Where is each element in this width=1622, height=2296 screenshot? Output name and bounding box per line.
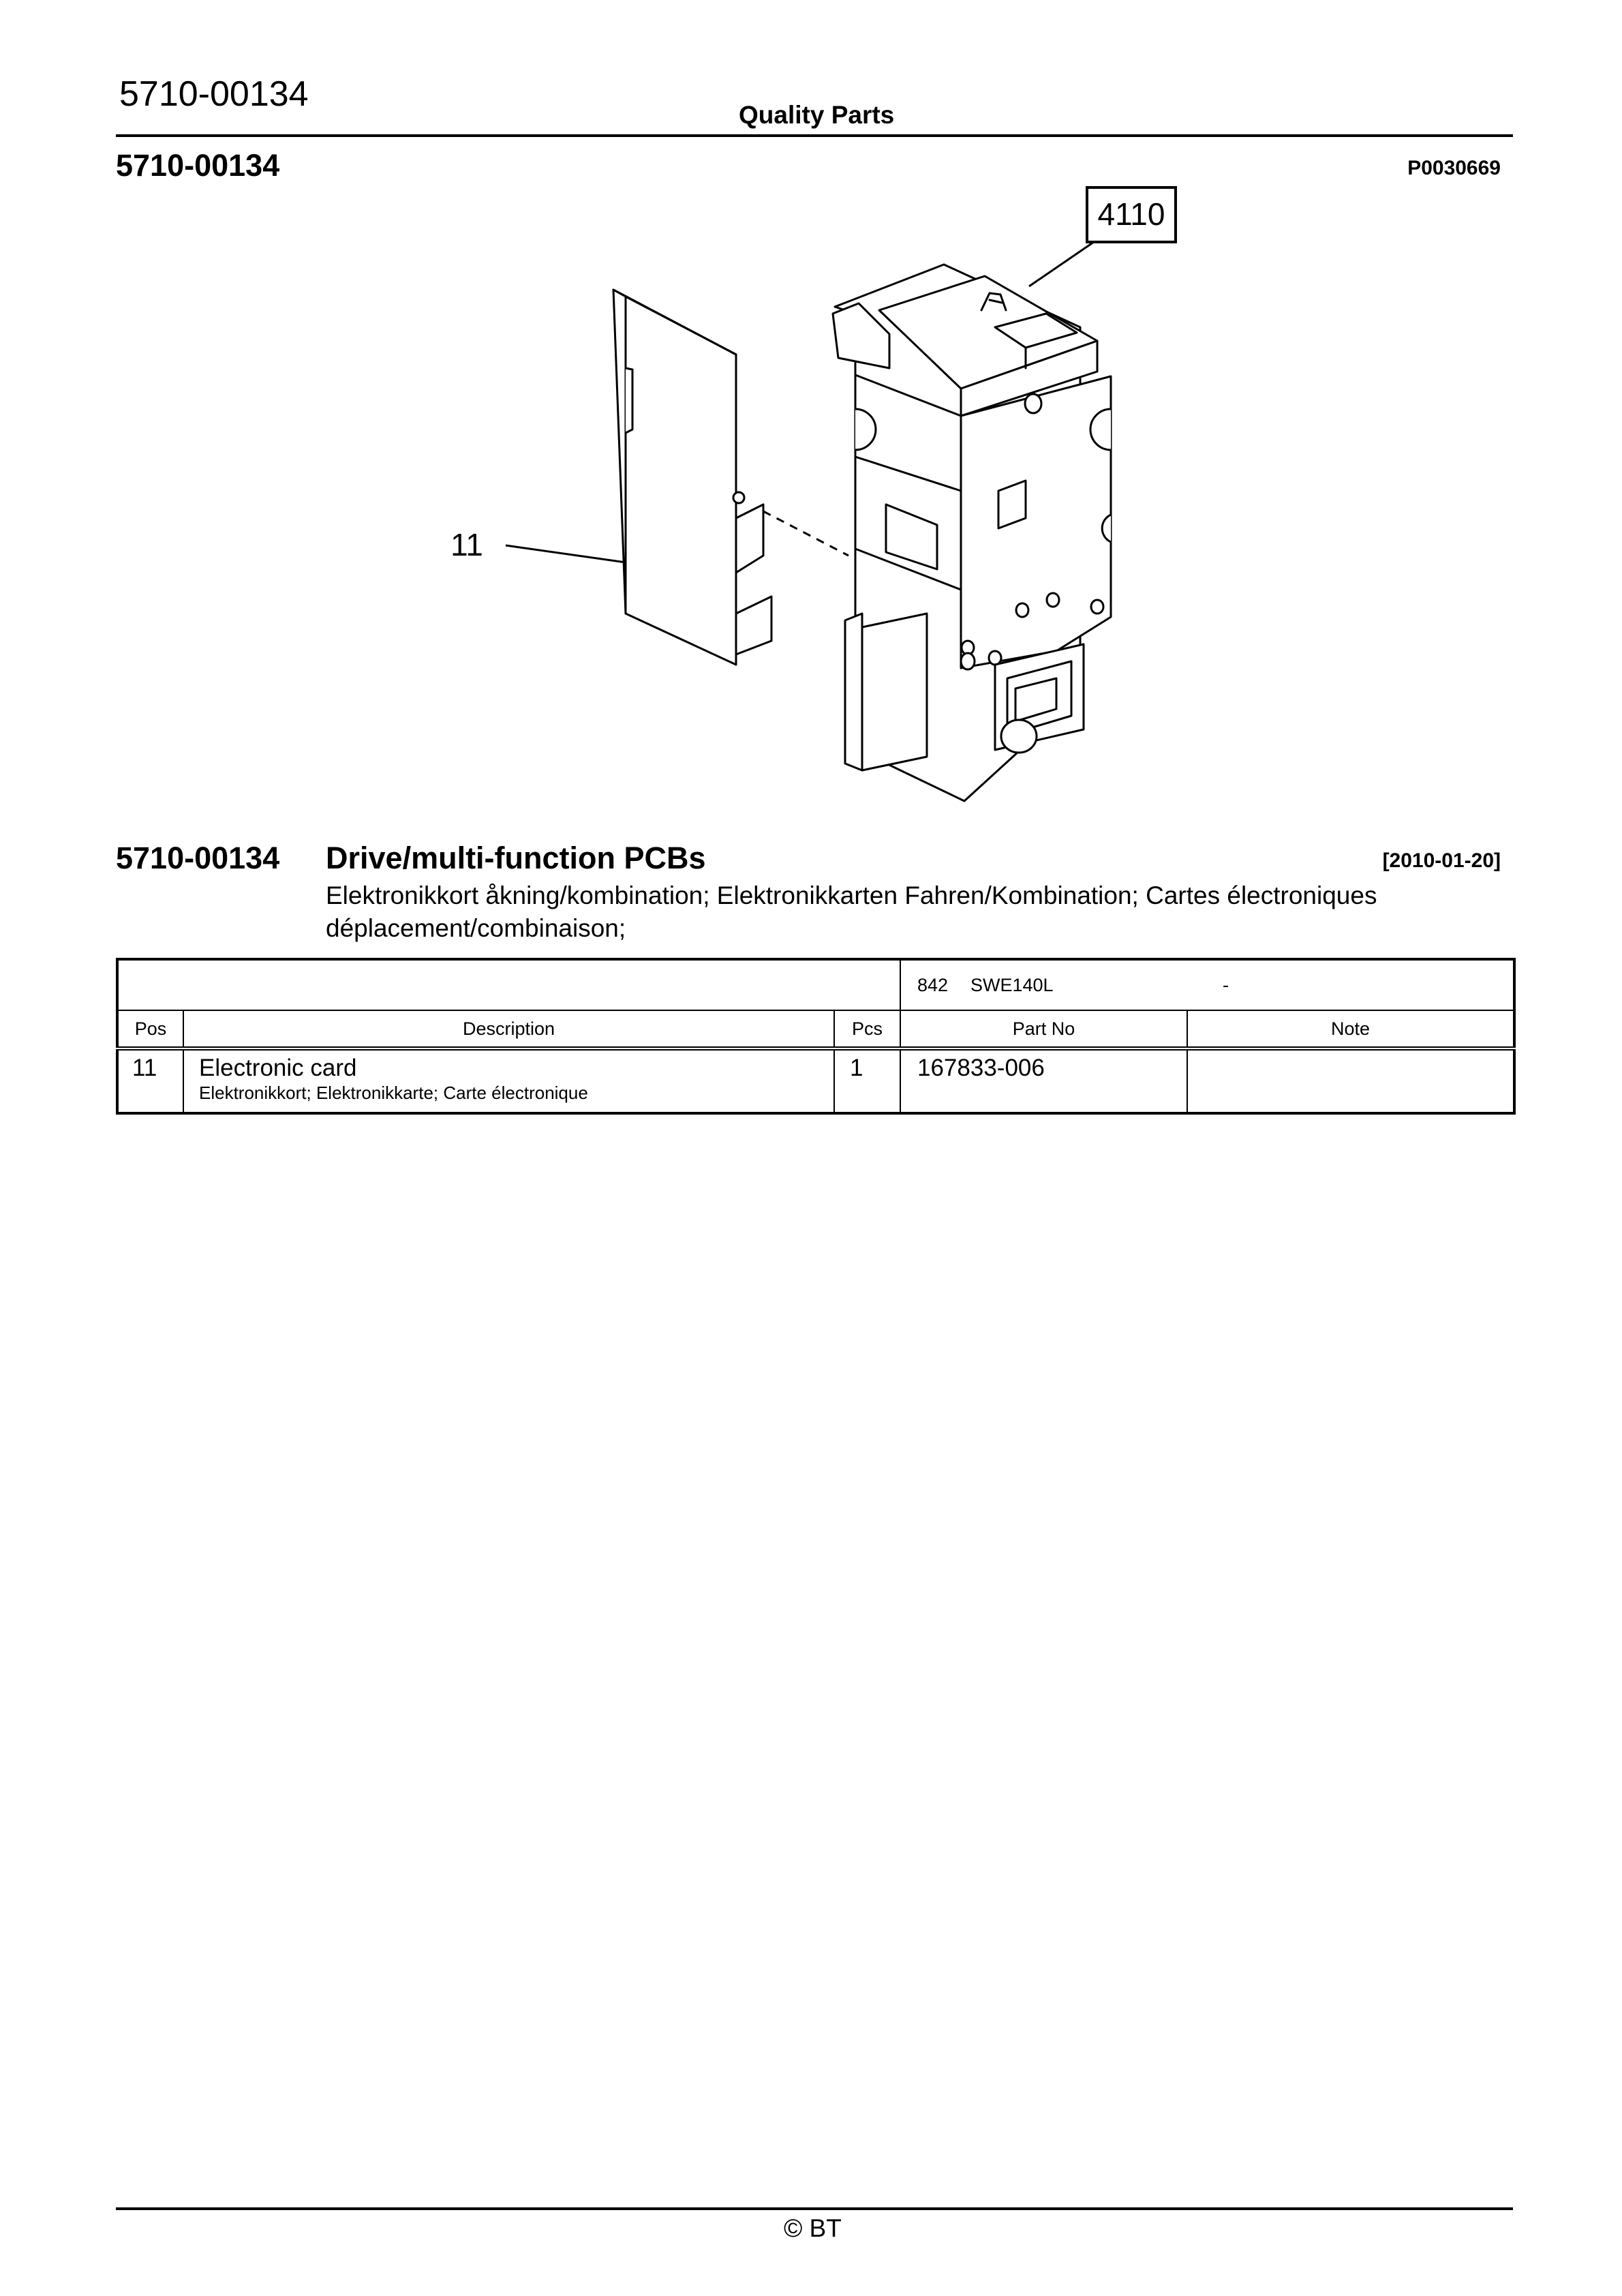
document-number: 5710-00134 [119, 74, 309, 114]
group-translations: Elektronikkort åkning/kombination; Elektronikkarten Fahren/Kombination; Cartes électroniques déplacement/combinaison; [326, 881, 1377, 942]
group-title: Drive/multi-function PCBs [326, 841, 706, 875]
electronic-card-part [613, 290, 771, 665]
callout-box-label: 4110 [1097, 196, 1165, 232]
column-header-note: Note [1187, 1010, 1514, 1048]
exploded-parts-drawing [409, 170, 1227, 825]
row-note [1187, 1048, 1514, 1113]
group-code: 5710-00134 [116, 841, 280, 875]
footer-divider [116, 2207, 1513, 2210]
parts-table [116, 958, 1516, 1115]
figure-reference: P0030669 [1407, 157, 1501, 179]
page-header-title: Quality Parts [739, 101, 895, 129]
callout-card-leader [506, 545, 626, 562]
row-description-translations: Elektronikkort; Elektronikkarte; Carte électronique [199, 1083, 588, 1103]
callout-card-label: 11 [450, 527, 483, 562]
column-header-part-no: Part No [900, 1010, 1187, 1048]
row-part-no: 167833-006 [900, 1048, 1187, 1113]
row-pos: 11 [117, 1048, 183, 1113]
table-row [117, 1048, 1514, 1113]
assembly-dashed-line [763, 511, 848, 556]
model-name: SWE140L [970, 974, 1054, 995]
model-row-blank [117, 959, 900, 1010]
footer-copyright: © BT [784, 2214, 842, 2242]
column-header-pos: Pos [117, 1010, 183, 1048]
model-range: - [1223, 974, 1229, 995]
model-code: 842 [917, 974, 949, 995]
column-header-description: Description [183, 1010, 834, 1048]
model-row [117, 959, 1514, 1010]
callout-box-leader [1029, 242, 1094, 286]
table-header-row [117, 1010, 1514, 1048]
model-applicability [900, 959, 1514, 1010]
group-date: [2010-01-20] [1382, 849, 1501, 872]
row-pcs: 1 [834, 1048, 900, 1113]
header-divider [116, 134, 1513, 137]
row-description-main: Electronic card [199, 1055, 357, 1081]
row-description [183, 1048, 834, 1113]
bracket-assembly-part [833, 265, 1111, 801]
section-code: 5710-00134 [116, 148, 280, 183]
column-header-pcs: Pcs [834, 1010, 900, 1048]
